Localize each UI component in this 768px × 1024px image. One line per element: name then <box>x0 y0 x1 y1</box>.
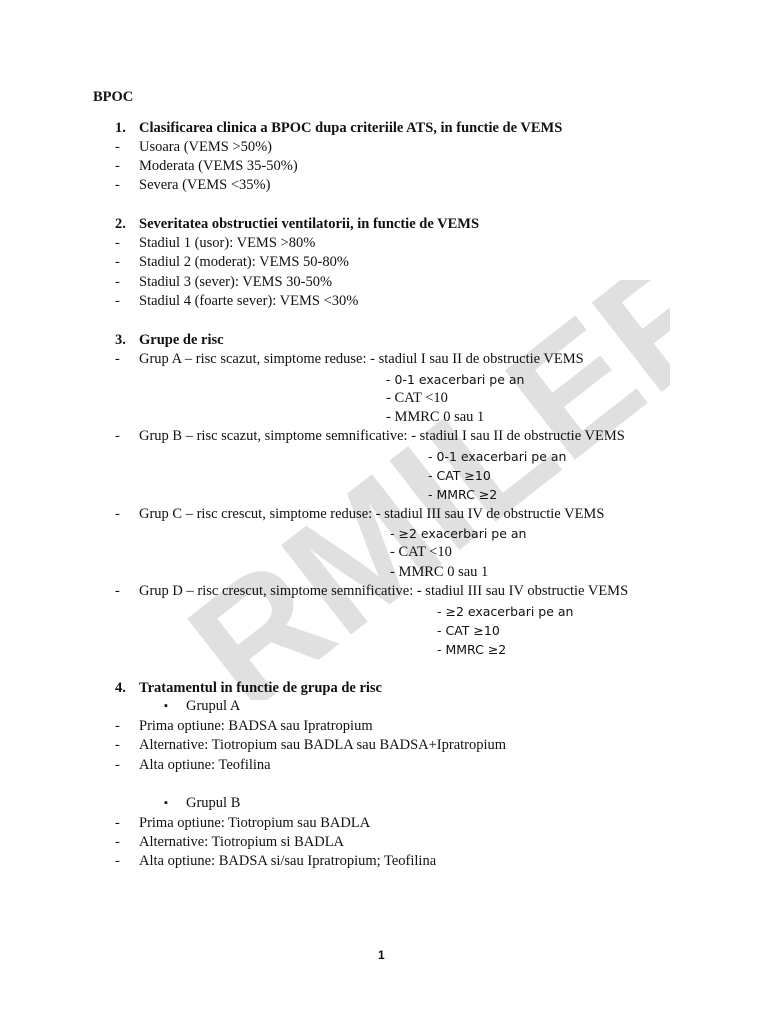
risk-group-c-criterion: - ≥2 exacerbari pe an <box>390 526 527 541</box>
risk-group-d-criterion: - CAT ≥10 <box>437 623 500 638</box>
section-1-item: Severa (VEMS <35%) <box>139 177 271 193</box>
risk-group-c-criterion: - MMRC 0 sau 1 <box>390 564 489 580</box>
risk-group-b: Grup B – risc scazut, simptome semnificative: - stadiul I sau II de obstructie VEMS <box>139 428 625 444</box>
section-4-heading: Tratamentul in functie de grupa de risc <box>139 680 382 696</box>
risk-group-a: Grup A – risc scazut, simptome reduse: - stadiul I sau II de obstructie VEMS <box>139 351 584 367</box>
page-number: 1 <box>378 948 385 962</box>
list-dash: - <box>115 834 120 850</box>
section-3-number: 3. <box>115 332 126 348</box>
list-dash: - <box>115 158 120 174</box>
section-1-item: Usoara (VEMS >50%) <box>139 139 273 155</box>
list-dash: - <box>115 583 120 599</box>
list-dash: - <box>115 718 120 734</box>
section-2-number: 2. <box>115 216 126 232</box>
list-dash: - <box>115 757 120 773</box>
risk-group-b-criterion: - MMRC ≥2 <box>428 487 498 502</box>
section-1-heading: Clasificarea clinica a BPOC dupa criteriile ATS, in functie de VEMS <box>139 120 563 136</box>
square-bullet-icon: ▪ <box>164 797 168 809</box>
square-bullet-icon: ▪ <box>164 700 168 712</box>
risk-group-c: Grup C – risc crescut, simptome reduse: - stadiul III sau IV de obstructie VEMS <box>139 506 605 522</box>
section-2-item: Stadiul 4 (foarte sever): VEMS <30% <box>139 293 359 309</box>
document-title: BPOC <box>93 89 134 105</box>
risk-group-d-criterion: - MMRC ≥2 <box>437 642 507 657</box>
treatment-item: Alta optiune: BADSA si/sau Ipratropium; Teofilina <box>139 853 437 869</box>
treatment-item: Prima optiune: Tiotropium sau BADLA <box>139 815 371 831</box>
list-dash: - <box>115 177 120 193</box>
risk-group-b-criterion: - 0-1 exacerbari pe an <box>428 449 567 464</box>
list-dash: - <box>115 235 120 251</box>
section-1-number: 1. <box>115 120 126 136</box>
risk-group-a-criterion: - CAT <10 <box>386 390 448 406</box>
section-2-item: Stadiul 1 (usor): VEMS >80% <box>139 235 316 251</box>
section-2-item: Stadiul 3 (sever): VEMS 30-50% <box>139 274 333 290</box>
section-1-item: Moderata (VEMS 35-50%) <box>139 158 298 174</box>
risk-group-d: Grup D – risc crescut, simptome semnificative: - stadiul III sau IV obstructie VEMS <box>139 583 629 599</box>
list-dash: - <box>115 853 120 869</box>
risk-group-b-criterion: - CAT ≥10 <box>428 468 491 483</box>
list-dash: - <box>115 506 120 522</box>
treatment-item: Alternative: Tiotropium sau BADLA sau BADSA+Ipratropium <box>139 737 507 753</box>
list-dash: - <box>115 737 120 753</box>
section-2-item: Stadiul 2 (moderat): VEMS 50-80% <box>139 254 349 270</box>
treatment-item: Alta optiune: Teofilina <box>139 757 271 773</box>
section-2-heading: Severitatea obstructiei ventilatorii, in functie de VEMS <box>139 216 480 232</box>
watermark-text: RMILER <box>156 280 670 700</box>
treatment-item: Prima optiune: BADSA sau Ipratropium <box>139 718 373 734</box>
treatment-group-b-label: Grupul B <box>186 795 241 811</box>
list-dash: - <box>115 815 120 831</box>
risk-group-d-criterion: - ≥2 exacerbari pe an <box>437 604 574 619</box>
list-dash: - <box>115 351 120 367</box>
list-dash: - <box>115 293 120 309</box>
treatment-item: Alternative: Tiotropium si BADLA <box>139 834 345 850</box>
risk-group-a-criterion: - 0-1 exacerbari pe an <box>386 372 525 387</box>
list-dash: - <box>115 139 120 155</box>
section-4-number: 4. <box>115 680 126 696</box>
list-dash: - <box>115 428 120 444</box>
list-dash: - <box>115 274 120 290</box>
risk-group-a-criterion: - MMRC 0 sau 1 <box>386 409 485 425</box>
list-dash: - <box>115 254 120 270</box>
treatment-group-a-label: Grupul A <box>186 698 241 714</box>
section-3-heading: Grupe de risc <box>139 332 224 348</box>
risk-group-c-criterion: - CAT <10 <box>390 544 452 560</box>
